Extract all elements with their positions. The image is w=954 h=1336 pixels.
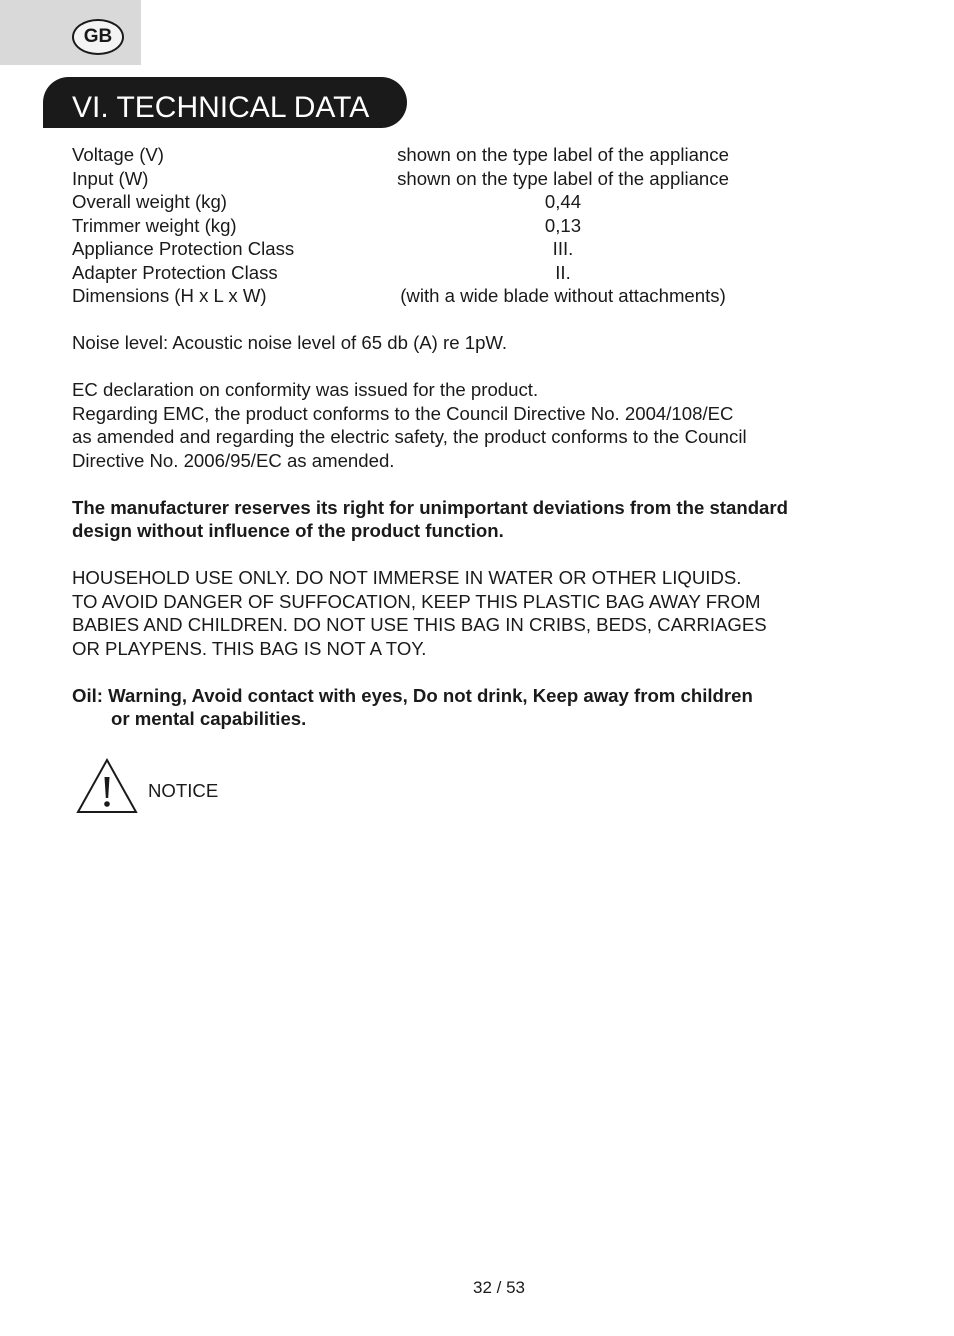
spec-value: 0,44 — [544, 191, 582, 212]
ec-line: Directive No. 2006/95/EC as amended. — [72, 449, 395, 471]
spec-value: 0,13 — [544, 214, 582, 236]
household-line: OR PLAYPENS. THIS BAG IS NOT A TOY. — [72, 637, 427, 659]
page-content — [72, 143, 892, 731]
household-warning — [72, 566, 892, 660]
household-line: TO AVOID DANGER OF SUFFOCATION, KEEP THIS PLASTIC BAG AWAY FROM — [72, 590, 761, 612]
oil-warning — [72, 684, 892, 731]
spec-label: Input (W) — [72, 167, 149, 189]
spec-row — [72, 214, 892, 238]
spec-label: Dimensions (H x L x W) — [72, 285, 267, 306]
manufacturer-line: The manufacturer reserves its right for unimportant deviations from the standard — [72, 496, 788, 518]
oil-warning-line: or mental capabilities. — [111, 708, 307, 729]
ec-line: Regarding EMC, the product conforms to the Council Directive No. 2004/108/EC — [72, 402, 734, 424]
ec-line: EC declaration on conformity was issued for the product. — [72, 379, 539, 400]
spec-row — [72, 143, 892, 167]
spec-row — [72, 284, 892, 308]
spec-value: shown on the type label of the appliance — [397, 144, 729, 165]
household-line: BABIES AND CHILDREN. DO NOT USE THIS BAG IN CRIBS, BEDS, CARRIAGES — [72, 614, 767, 635]
section-title: VI. TECHNICAL DATA — [43, 77, 407, 128]
spec-value: II. — [555, 261, 571, 283]
spec-label: Adapter Protection Class — [72, 261, 278, 283]
spec-row — [72, 261, 892, 285]
spec-row — [72, 190, 892, 214]
spec-label: Voltage (V) — [72, 144, 164, 165]
language-badge: GB — [72, 19, 124, 55]
page-number: 32 / 53 — [473, 1278, 525, 1297]
spec-row — [72, 167, 892, 191]
manufacturer-line: design without influence of the product function. — [72, 520, 504, 541]
ec-line: as amended and regarding the electric safety, the product conforms to the Council — [72, 426, 747, 447]
warning-triangle-icon — [76, 758, 138, 814]
spec-value: (with a wide blade without attachments) — [400, 285, 726, 306]
ec-declaration — [72, 378, 892, 472]
spec-label: Appliance Protection Class — [72, 238, 295, 259]
spec-label: Trimmer weight (kg) — [72, 214, 237, 236]
spec-value: shown on the type label of the appliance — [397, 167, 729, 189]
noise-level-text: Noise level: Acoustic noise level of 65 db (A) re 1pW. — [72, 332, 508, 353]
manufacturer-note — [72, 496, 892, 543]
spec-label: Overall weight (kg) — [72, 191, 227, 212]
notice-label: NOTICE — [148, 780, 219, 801]
spec-value: III. — [552, 238, 574, 259]
oil-warning-line: Oil: Warning, Avoid contact with eyes, Do not drink, Keep away from children — [72, 684, 753, 706]
spec-row — [72, 237, 892, 261]
household-line: HOUSEHOLD USE ONLY. DO NOT IMMERSE IN WATER OR OTHER LIQUIDS. — [72, 567, 742, 588]
spec-table — [72, 143, 892, 308]
